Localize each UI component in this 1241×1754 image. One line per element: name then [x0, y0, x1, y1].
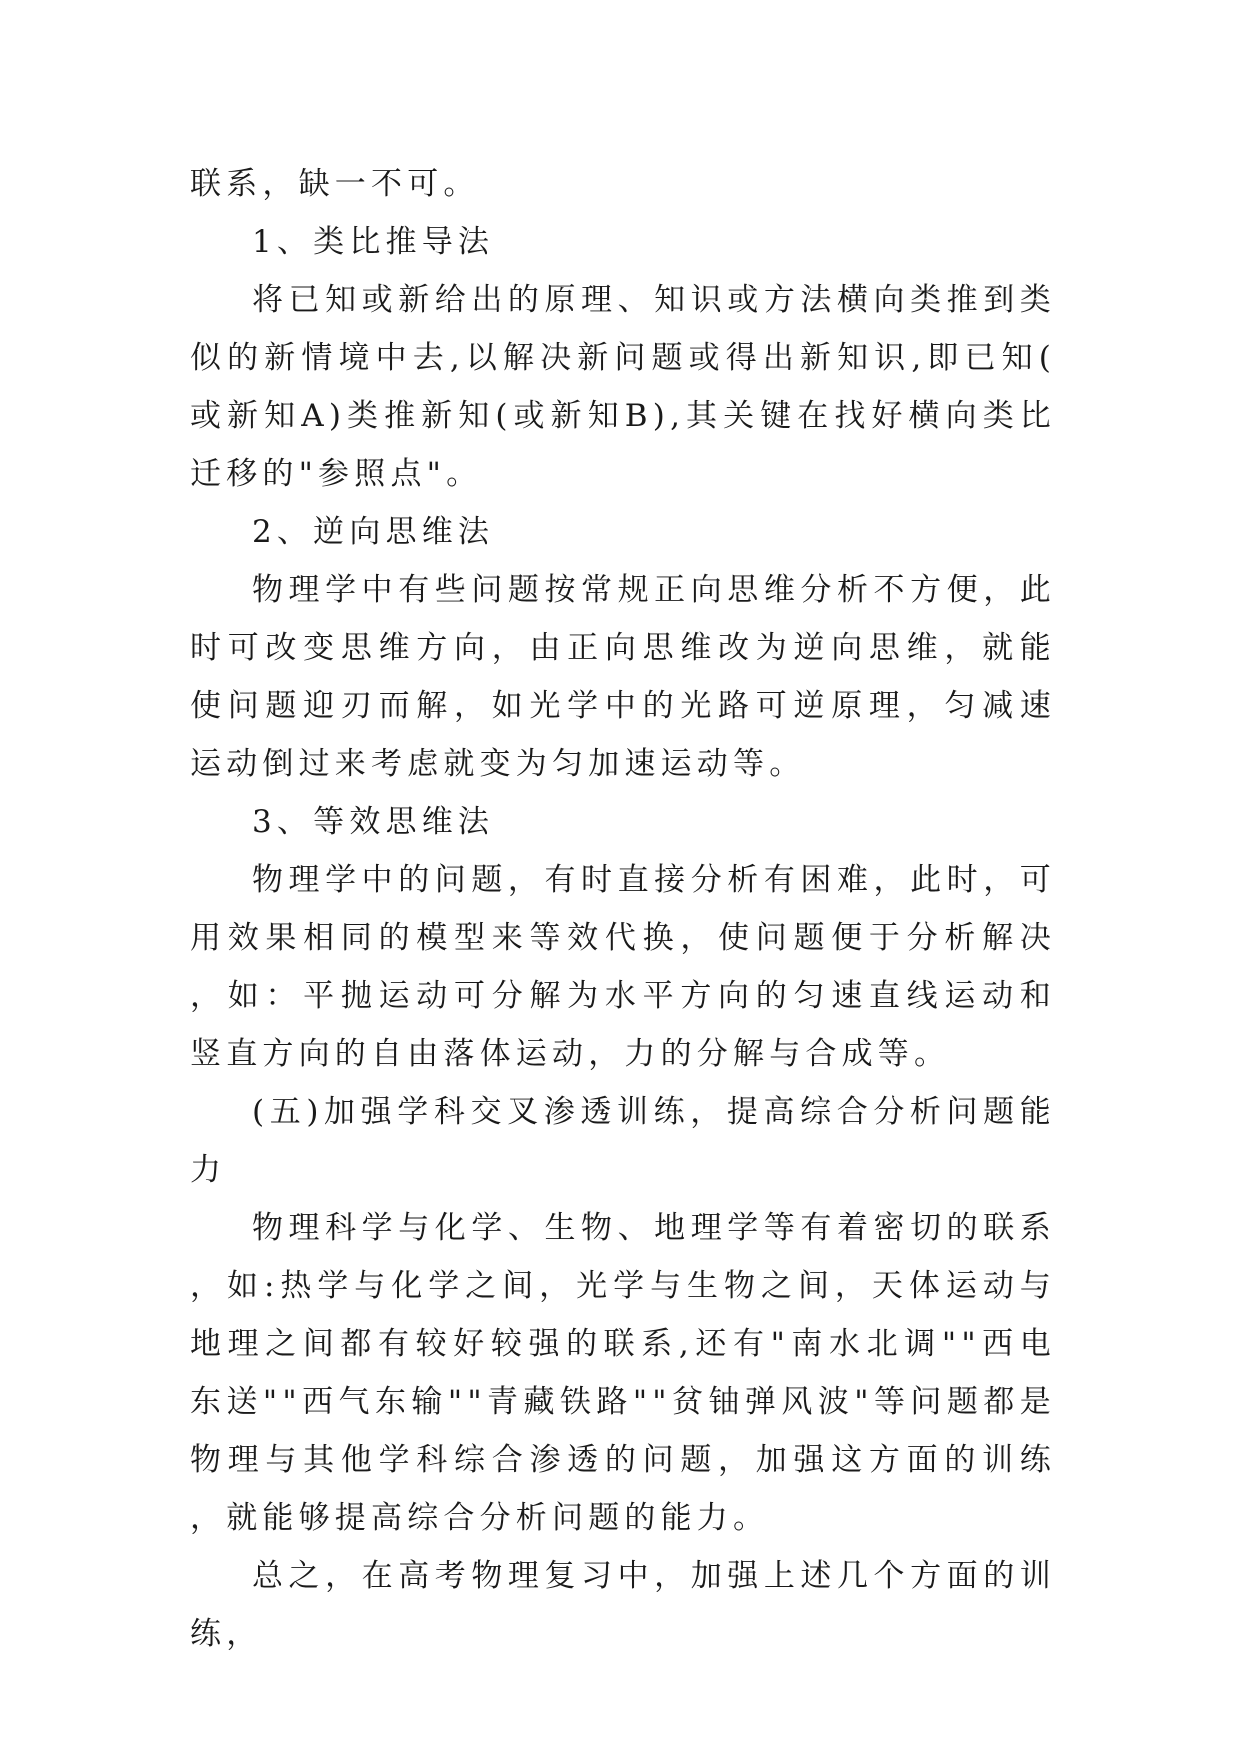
paragraph-equivalent-thinking: 物理学中的问题，有时直接分析有困难，此时，可用效果相同的模型来等效代换，使问题便于分析解决，如：平抛运动可分解为水平方向的匀速直线运动和竖直方向的自由落体运动，力的分解与合成等。 [190, 862, 1056, 1072]
paragraph-summary: 总之，在高考物理复习中，加强上述几个方面的训练， [190, 1558, 1056, 1652]
paragraph-analogy-method: 将已知或新给出的原理、知识或方法横向类推到类似的新情境中去,以解决新问题或得出新知识,即已知(或新知A)类推新知(或新知B),其关键在找好横向类比迁移的"参照点"。 [190, 282, 1056, 492]
heading-section-five: (五)加强学科交叉渗透训练，提高综合分析问题能力 [190, 1094, 1056, 1188]
document-body [190, 155, 1056, 1663]
heading-reverse-thinking: 2、逆向思维法 [252, 514, 495, 550]
paragraph-section-five: 物理科学与化学、生物、地理学等有着密切的联系，如:热学与化学之间，光学与生物之间，天体运动与地理之间都有较好较强的联系,还有"南水北调""西电东送""西气东输""青藏铁路""贫铀弹风波"等问题都是物理与其他学科综合渗透的问题，加强这方面的训练，就能够提高综合分析问题的能力。 [190, 1210, 1056, 1536]
paragraph-reverse-thinking: 物理学中有些问题按常规正向思维分析不方便，此时可改变思维方向，由正向思维改为逆向思维，就能使问题迎刃而解，如光学中的光路可逆原理，匀减速运动倒过来考虑就变为匀加速运动等。 [190, 572, 1056, 782]
heading-equivalent-thinking: 3、等效思维法 [252, 804, 495, 840]
paragraph-continuation: 联系，缺一不可。 [190, 166, 480, 202]
heading-analogy-method: 1、类比推导法 [252, 224, 495, 260]
